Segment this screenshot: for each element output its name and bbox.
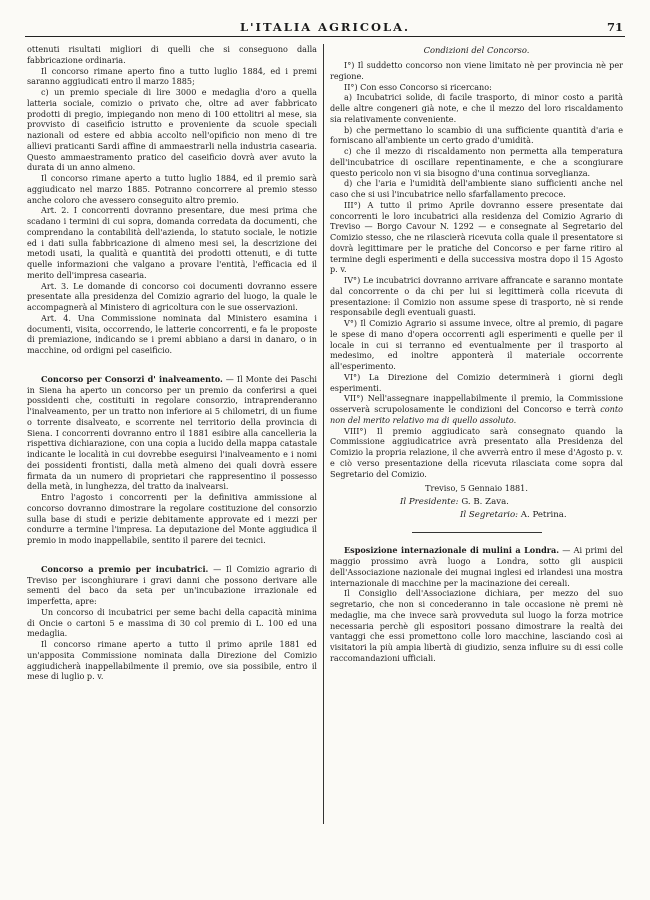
paragraph: Il concorso rimane aperto fino a tutto luglio 1884, ed i premi saranno aggiudicati entro il marzo 1885; — [27, 65, 317, 87]
article-consorzi — [27, 374, 317, 492]
article-esposizione — [330, 545, 623, 588]
paragraph: Un concorso di incubatrici per seme bachi della capacità minima di Oncie o cartoni 5 e massima di 30 col premio di L. 100 ed una medaglia. — [27, 606, 317, 639]
page-number: 71 — [606, 20, 623, 34]
condition-item: IV°) Le incubatrici dovranno arrivare affrancate e saranno montate dal concorrente o da chi per lui si legittimerà colla ricevuta di presentazione: il Comizio non assume spese di trasporto, nè si rende responsabile degli eventuali guasti. — [330, 275, 623, 318]
condition-item: III°) A tutto il primo Aprile dovranno essere presentate dai concorrenti le loro incubatrici alla residenza del Comizio Agrario di Treviso — Borgo Cavour N. 1292 — e consegnate al Segretario del Comizio stesso, che ne rilascierà ricevuta colla quale il presentatore si dovrà legittimare per le pratiche del Concorso e per farne ritiro al termine degli esperimenti e della successiva mostra dopo il 15 Agosto p. v. — [330, 199, 623, 275]
running-title: L'ITALIA AGRICOLA. — [239, 20, 411, 34]
condition-subitem: c) che il mezzo di riscaldamento non permetta alla temperatura dell'incubatrice di oscillare repentinamente, e che a scongiurare questo pericolo non vi sia bisogno d'una continua sorveglianza. — [330, 146, 623, 178]
signature-secretary — [330, 509, 623, 522]
signature-label: Il Segretario: — [460, 510, 519, 521]
signature-name: A. Petrina. — [520, 510, 567, 521]
paragraph: Il concorso rimane aperto a tutto luglio 1884, ed il premio sarà aggiudicato nel marzo 1885. Potranno concorrere al premio stesso anche coloro che avessero conseguito altro premio. — [27, 173, 317, 205]
article-heading: Esposizione internazionale di mulini a Londra. — [344, 545, 560, 556]
page-header — [25, 20, 625, 37]
condition-subitem: a) Incubatrici solide, di facile trasporto, di minor costo a parità delle altre congeneri già note, e che il mezzo del loro riscaldamento sia relativamente conveniente. — [330, 92, 623, 124]
signature-president — [330, 496, 623, 509]
condition-subitem: b) che permettano lo scambio di una sufficiente quantità d'aria e forniscano all'ambiente un certo grado d'umidità. — [330, 124, 623, 146]
section-title: Condizioni del Concorso. — [423, 45, 530, 55]
condition-item: I°) Il suddetto concorso non viene limitato nè per provincia nè per regione. — [330, 60, 623, 81]
condition-emphasis: conto non del merito relativo ma di quello assoluto. — [330, 404, 623, 425]
article-heading: Concorso a premio per incubatrici. — [41, 563, 209, 574]
article-incubatrici — [27, 564, 317, 607]
condition-subitem: d) che l'aria e l'umidità dell'ambiente siano sufficienti anche nel caso che si usi l'incubatrice nello sfarfallamento precoce. — [330, 178, 623, 199]
condition-item — [330, 393, 623, 425]
paragraph: Il Consiglio dell'Associazione dichiara, per mezzo del suo segretario, che non si concederanno in tale occasione nè premi nè medaglie, ma che invece sarà provveduta sul luogo la forza motrice necessaria perchè gli espositori possano dimostrare la realtà dei vantaggi che essi promettono colle loro macchine, lasciando così ai visitatori la più ampia libertà di giudizio, senza influire su di essi colle raccomandazioni ufficiali. — [330, 588, 623, 663]
paragraph: c) un premio speciale di lire 3000 e medaglia d'oro a quella latteria sociale, comizio o privato che, oltre ad aver fabbricato prodotti di pregio, impiegando non meno di 100 ettolitri al mese, sia provvisto di caseificio istrutto e proveniente da scuole speciali nazionali od estere ed abbia accolto nell'opificio non meno di tre allievi praticanti Sardi affine di ammaestrarli nella industria casearia. Questo ammaestramento pratico del caseificio dovrà aver avuto la durata di un anno almeno. — [27, 87, 317, 173]
condition-text: VII°) Nell'assegnare inappellabilmente il premio, la Commissione osserverà scrupolosamente le condizioni del Concorso e terrà — [330, 393, 623, 414]
signature-name: G. B. Zava. — [461, 497, 509, 508]
paragraph: Art. 3. Le domande di concorso coi documenti dovranno essere presentate alla presidenza del Comizio agrario del luogo, la quale le accompagnerà al Ministero di agricoltura con le sue osservazioni. — [27, 280, 317, 312]
paragraph: ottenuti risultati migliori di quelli che si conseguono dalla fabbricazione ordinaria. — [27, 44, 317, 65]
paragraph: Il concorso rimane aperto a tutto il primo aprile 1881 ed un'apposita Commissione nominata dalla Direzione del Comizio aggiudicherà inappellabilmente il premio, ove sia possibile, entro il mese di luglio p. v. — [27, 639, 317, 682]
signature-label: Il Presidente: — [400, 497, 459, 508]
condition-item: VIII°) Il premio aggiudicato sarà consegnato quando la Commissione aggiudicatrice avrà presentato alla Presidenza del Comizio la propria relazione, il che avverrà entro il mese d'Agosto p. v. e ciò verso presentazione della ricevuta rilasciata come sopra dal Segretario del Comizio. — [330, 425, 623, 479]
article-heading: Concorso per Consorzi d' inalveamento. — [41, 373, 223, 384]
section-rule — [412, 532, 542, 533]
paragraph: Art. 4. Una Commissione nominata dal Ministero esamina i documenti, visita, occorrendo, le latterie concorrenti, e fa le proposte di premiazione, indicando se i premi abbiano a darsi in danaro, o in macchine, od ordigni pel caseificio. — [27, 312, 317, 355]
article-body: — Ai primi del maggio prossimo avrà luogo a Londra, sotto gli auspicii dell'Associazione nazionale dei mugnai inglesi ed irlandesi una mostra internazionale di macchine per la macinazione dei cereali. — [330, 545, 623, 588]
article-body: — Il Monte dei Paschi in Siena ha aperto un concorso per un premio da conferirsi a quei possidenti che, costituiti in regolare consorzio, intraprenderanno l'inalveamento, per un tratto non inferiore ai 5 chilometri, di un fiume o torrente disalveato, e scorrente nel territorio della provincia di Siena. I concorrenti dovranno entro il 1881 esibire alla cancelleria la rispettiva dichiarazione, con una copia a lucido della mappa catastale indicante le località in cui dovrebbe eseguirsi l'inalveamento e i nomi dei possidenti frontisti, dalla metà almeno dei quali dovrà essere firmata da un numero di proprietari che rappresentino il possesso della metà, in lunghezza, del tratto da inalvearsi. — [27, 373, 317, 492]
right-column — [330, 44, 623, 664]
condition-item: II°) Con esso Concorso si ricercano: — [344, 81, 492, 92]
article-body: — Il Comizio agrario di Treviso per isconghiurare i gravi danni che possono derivare alle sementi del baco da seta per un'incubazione irrazionale ed imperfetta, apre: — [27, 563, 317, 606]
condition-item: V°) Il Comizio Agrario si assume invece, oltre al premio, di pagare le spese di mano d'opera occorrenti agli esperimenti e quelle per il locale in cui si terranno ed eventualmente per il trasporto al medesimo, ed inoltre apponterà il materiale occorrente all'esperimento. — [330, 318, 623, 371]
condition-item: VI°) La Direzione del Comizio determinerà i giorni degli esperimenti. — [330, 371, 623, 393]
paragraph: Art. 2. I concorrenti dovranno presentare, due mesi prima che scadano i termini di cui sopra, domanda corredata da documenti, che comprendano la contabilità dell'azienda, lo statuto sociale, le notizie ed i dati sulla fabbricazione di almeno mesi sei, la descrizione dei metodi usati, la qualità e quantità dei prodotti ottenuti, e di tutte quelle informazioni che valgano a provare l'entità, l'efficacia ed il merito dell'impresa casearia. — [27, 205, 317, 280]
paragraph: Entro l'agosto i concorrenti per la definitiva ammissione al concorso dovranno dimostrare la regolare costituzione del consorzio sulla base di studi e perizie debitamente approvate ed i mezzi per condurre a termine l'impresa. La deputazione del Monte aggiudica il premio in modo inappellabile, sentito il parere dei tecnici. — [27, 492, 317, 545]
column-divider — [323, 44, 324, 824]
left-column — [27, 44, 317, 682]
dateline: Treviso, 5 Gennaio 1881. — [425, 483, 528, 494]
